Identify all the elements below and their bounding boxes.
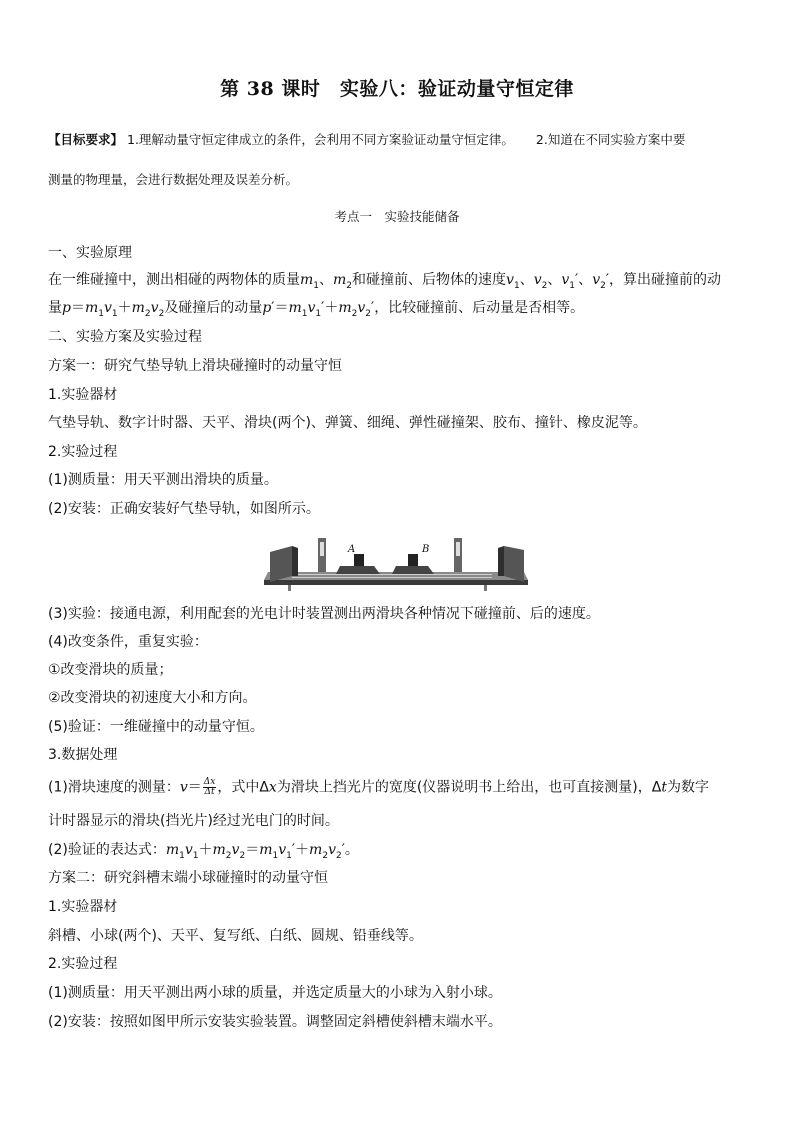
scheme1-step-2: (2)安装：正确安装好气垫导轨，如图所示。 (48, 501, 320, 517)
principle-line-1: 在一维碰撞中，测出相碰的两物体的质量$m_1$、$m_2$和碰撞前、后物体的速度$v_1$、$v_2$、$v_1'$、$v_2'$，算出碰撞前的动 (48, 272, 722, 291)
principle-text-a: 在一维碰撞中，测出相碰的两物体的质量 (48, 272, 300, 288)
scheme1-process-heading: 2.实验过程 (48, 444, 118, 460)
scheme2-equipment: 斜槽、小球(两个)、天平、复写纸、白纸、圆规、铅垂线等。 (48, 928, 423, 944)
principle-text-b: 和碰撞前、后物体的速度 (352, 272, 507, 288)
scheme1-data-2: (2)验证的表达式：$m_1v_1+m_2v_2=m_1v_1'+m_2v_2'$。 (48, 842, 359, 861)
scheme1-data-1: (1)滑块速度的测量：v＝ $\frac{\Delta x}{\Delta t}$ ，式中Δx为滑块上挡光片的宽度(仪器说明书上给出，也可直接测量)，Δt为数字 (48, 777, 709, 797)
data1-text-b: ，式中 (217, 779, 260, 796)
scheme1-step-5: (5)验证：一维碰撞中的动量守恒。 (48, 719, 264, 735)
objectives-label: 【目标要求】 (48, 132, 124, 147)
slider-b (392, 566, 434, 574)
scheme1-step-3: (3)实验：接通电源，利用配套的光电计时装置测出两滑块各种情况下碰撞前、后的速度。 (48, 606, 600, 622)
scheme1-equipment: 气垫导轨、数字计时器、天平、滑块(两个)、弹簧、细绳、弹性碰撞架、胶布、撞针、橡皮泥等。 (48, 415, 647, 431)
figure-label-b: B (422, 544, 430, 555)
objective-item-1: 1.理解动量守恒定律成立的条件，会利用不同方案验证动量守恒定律。 (127, 132, 514, 147)
data1-text-d: 为数字 (666, 779, 709, 796)
principle-heading: 一、实验原理 (48, 245, 132, 261)
scheme1-title: 方案一：研究气垫导轨上滑块碰撞时的动量守恒 (48, 358, 342, 374)
section-heading: 考点一 实验技能储备 (334, 209, 460, 224)
data2-text-a: (2)验证的表达式： (48, 842, 166, 858)
air-track-side (264, 580, 528, 585)
right-end-block (504, 546, 524, 582)
scheme-heading: 二、实验方案及实验过程 (48, 329, 202, 345)
scheme1-data-heading: 3.数据处理 (48, 747, 118, 763)
slider-a (336, 566, 380, 574)
air-track-figure (262, 536, 530, 596)
principle-text-c: ，算出碰撞前的动 (609, 272, 722, 288)
data2-text-b: 。 (344, 842, 359, 858)
right-foot (484, 585, 487, 591)
slider-a-flag (354, 554, 364, 566)
objective-item-2: 2.知道在不同实验方案中要 (535, 132, 686, 147)
scheme2-process-heading: 2.实验过程 (48, 956, 118, 972)
page-title: 第 38 课时 实验八：验证动量守恒定律 (220, 78, 574, 100)
scheme2-step-1: (1)测质量：用天平测出两小球的质量，并选定质量大的小球为入射小球。 (48, 985, 502, 1001)
principle-line-2: 量$p=m_1v_1+m_2v_2$及碰撞后的动量$p'=m_1v_1'+m_2v_2'$，比较碰撞前、后动量是否相等。 (48, 300, 585, 319)
data1-text-a: (1)滑块速度的测量： (48, 779, 180, 796)
scheme1-equipment-heading: 1.实验器材 (48, 387, 118, 403)
objectives-line-1 (48, 131, 685, 149)
velocity-fraction: $\frac{\Delta x}{\Delta t}$ (203, 777, 216, 797)
left-end-block (270, 546, 292, 582)
scheme1-step-4-2: ②改变滑块的初速度大小和方向。 (48, 690, 257, 706)
scheme2-title: 方案二：研究斜槽末端小球碰撞时的动量守恒 (48, 870, 328, 886)
figure-label-a: A (348, 544, 356, 555)
left-foot (288, 585, 291, 591)
scheme1-data-1-cont: 计时器显示的滑块(挡光片)经过光电门的时间。 (48, 813, 339, 829)
principle-text-e: 及碰撞后的动量 (164, 300, 263, 316)
principle-text-f: ，比较碰撞前、后动量是否相等。 (374, 300, 585, 316)
scheme2-equipment-heading: 1.实验器材 (48, 899, 118, 915)
data1-text-c: 为滑块上挡光片的宽度(仪器说明书上给出，也可直接测量)， (276, 779, 652, 796)
scheme1-step-4-1: ①改变滑块的质量； (48, 662, 173, 678)
principle-text-d: 量 (48, 300, 62, 316)
slider-b-flag (408, 554, 418, 566)
scheme1-step-1: (1)测质量：用天平测出滑块的质量。 (48, 472, 278, 488)
scheme1-step-4: (4)改变条件，重复实验： (48, 634, 208, 650)
objectives-line-2: 测量的物理量，会进行数据处理及误差分析。 (48, 172, 299, 187)
scheme2-step-2: (2)安装：按照如图甲所示安装实验装置。调整固定斜槽使斜槽末端水平。 (48, 1014, 502, 1030)
